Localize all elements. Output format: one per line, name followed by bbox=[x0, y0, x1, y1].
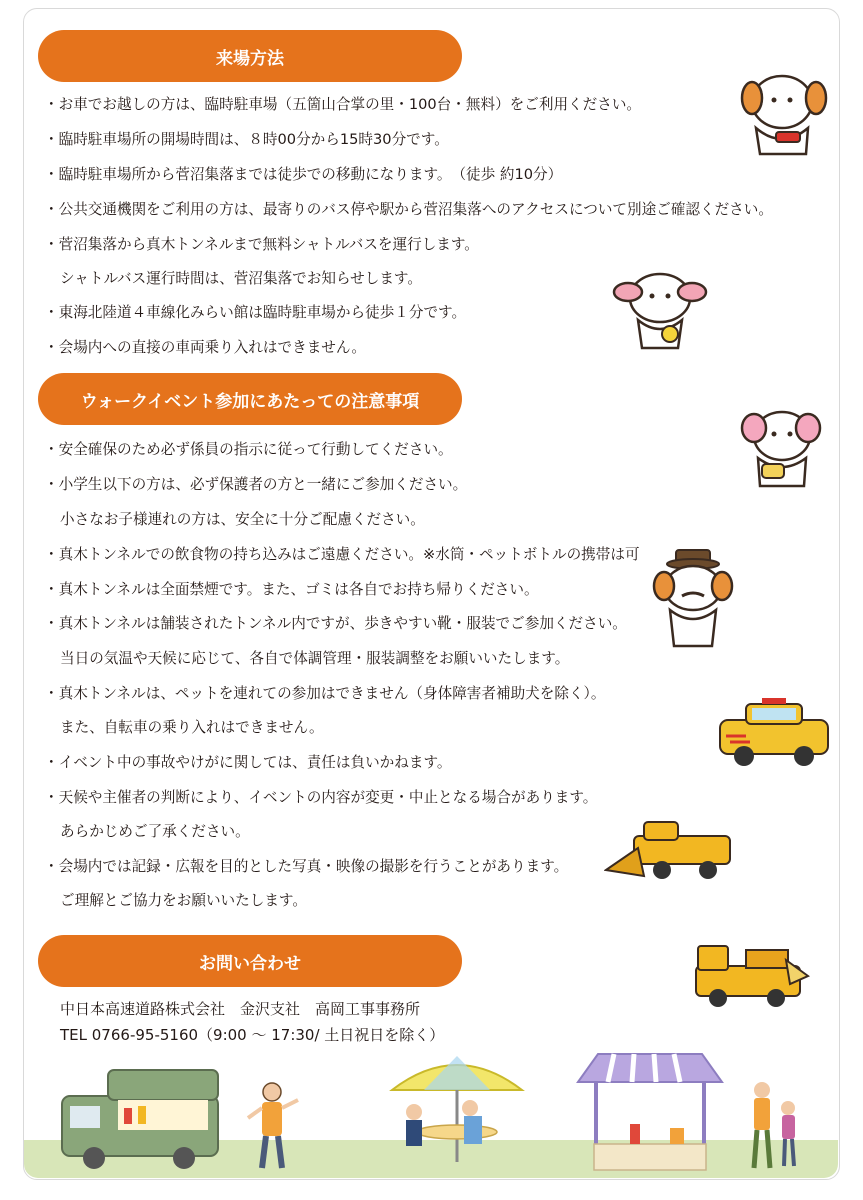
contact-company: 中日本高速道路株式会社 金沢支社 高岡工事事務所 bbox=[60, 1000, 421, 1018]
notes-line: ・真木トンネルは全面禁煙です。また、ゴミは各自でお持ち帰りください。 bbox=[44, 581, 539, 598]
notes-section-header bbox=[38, 373, 462, 425]
dog-mascot-flower-illustration bbox=[610, 268, 710, 352]
notes-line: ・イベント中の事故やけがに関しては、責任は負いかねます。 bbox=[44, 754, 452, 771]
notes-line: ・会場内では記録・広報を目的とした写真・映像の撮影を行うことがあります。 bbox=[44, 858, 569, 875]
notes-line: あらかじめご了承ください。 bbox=[60, 823, 250, 840]
parasol-table-illustration bbox=[384, 1050, 530, 1174]
notes-line: ご理解とご協力をお願いいたします。 bbox=[60, 892, 307, 909]
contact-title: お問い合わせ bbox=[199, 953, 301, 974]
access-line: ・東海北陸道４車線化みらい館は臨時駐車場から徒歩１分です。 bbox=[44, 304, 467, 321]
notes-line: ・小学生以下の方は、必ず保護者の方と一緒にご参加ください。 bbox=[44, 476, 468, 493]
person-walking-illustration bbox=[246, 1080, 300, 1172]
notes-line: ・真木トンネルは舗装されたトンネル内ですが、歩きやすい靴・服装でご参加ください。 bbox=[44, 615, 627, 632]
notes-line: ・安全確保のため必ず係員の指示に従って行動してください。 bbox=[44, 441, 453, 458]
access-line: ・会場内への直接の車両乗り入れはできません。 bbox=[44, 339, 366, 356]
snowplow-illustration bbox=[604, 818, 736, 882]
notes-line: ・真木トンネルは、ペットを連れての参加はできません（身体障害者補助犬を除く）。 bbox=[44, 685, 606, 702]
access-line: ・お車でお越しの方は、臨時駐車場（五箇山合掌の里・100台・無料）をご利用ください。 bbox=[44, 96, 642, 113]
patrol-car-illustration bbox=[716, 696, 832, 768]
access-line: シャトルバス運行時間は、菅沼集落でお知らせします。 bbox=[60, 270, 422, 287]
notes-line: また、自転車の乗り入れはできません。 bbox=[60, 719, 324, 736]
contact-tel: TEL 0766-95-5160（9:00 ～ 17:30/ 土日祝日を除く） bbox=[60, 1026, 445, 1044]
notes-line: ・天候や主催者の判断により、イベントの内容が変更・中止となる場合があります。 bbox=[44, 789, 598, 806]
notes-line: ・真木トンネルでの飲食物の持ち込みはご遠慮ください。※水筒・ペットボトルの携帯は可 bbox=[44, 546, 640, 563]
contact-section-header bbox=[38, 935, 462, 987]
access-line: ・臨時駐車場所から菅沼集落までは徒歩での移動になります。 （徒歩 約10分） bbox=[44, 166, 563, 183]
access-line: ・臨時駐車場所の開場時間は、８時00分から15時30分です。 bbox=[44, 131, 449, 148]
notes-line: 小さなお子様連れの方は、安全に十分ご配慮ください。 bbox=[60, 511, 425, 528]
dog-mascot-bag-illustration bbox=[738, 402, 824, 488]
dog-mascot-car-illustration bbox=[736, 68, 832, 160]
access-line: ・公共交通機関をご利用の方は、最寄りのバス停や駅から菅沼集落へのアクセスについて別途ご確認ください。 bbox=[44, 201, 773, 218]
notes-line: 当日の気温や天候に応じて、各自で体調管理・服装調整をお願いいたします。 bbox=[60, 650, 570, 667]
dog-mascot-hat-illustration bbox=[650, 548, 736, 648]
notes-title: ウォークイベント参加にあたっての注意事項 bbox=[80, 391, 420, 412]
market-stall-illustration bbox=[574, 1050, 726, 1174]
access-section-header bbox=[38, 30, 462, 82]
parent-child-illustration bbox=[742, 1080, 808, 1172]
work-truck-illustration bbox=[686, 940, 812, 1012]
food-truck-illustration bbox=[58, 1066, 224, 1170]
access-title: 来場方法 bbox=[216, 48, 284, 69]
access-line: ・菅沼集落から真木トンネルまで無料シャトルバスを運行します。 bbox=[44, 236, 479, 253]
